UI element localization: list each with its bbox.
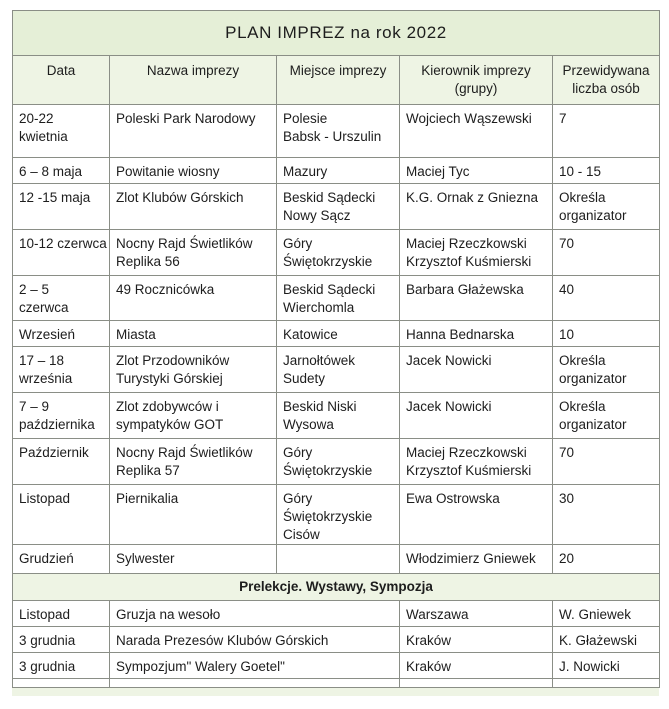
cell-line: 40 <box>559 282 575 297</box>
cell-miejsce <box>277 276 400 321</box>
cell-line: Góry <box>283 491 313 506</box>
cell-line: Replika 56 <box>116 254 180 269</box>
cell-nazwa <box>110 347 277 393</box>
table-row <box>13 393 660 439</box>
cell-line: 17 – 18 <box>19 353 65 368</box>
cell-nazwa <box>110 439 277 485</box>
cell-line: Jacek Nowicki <box>406 399 492 414</box>
page-title: PLAN IMPREZ na rok 2022 <box>13 11 660 56</box>
cell-line: września <box>19 371 73 386</box>
header-data: Data <box>13 56 110 105</box>
cell-line: organizator <box>559 417 627 432</box>
cell-line: 7 <box>559 111 567 126</box>
cell-miejsce <box>277 321 400 347</box>
table-row <box>13 485 660 545</box>
cell-kierownik <box>400 158 553 184</box>
cell-kierownik: W. Gniewek <box>553 601 660 627</box>
table-row <box>13 184 660 230</box>
cell-line: Ewa Ostrowska <box>406 491 500 506</box>
cell-line: Polesie <box>283 111 328 126</box>
table-row <box>13 601 660 627</box>
cell-line: Listopad <box>19 491 71 506</box>
cell-line: Nowy Sącz <box>283 208 351 223</box>
cell-line: Zlot Klubów Górskich <box>116 190 244 205</box>
cell-line: Beskid Sądecki <box>283 282 376 297</box>
cell-miejsce <box>277 230 400 276</box>
cell-nazwa <box>110 545 277 574</box>
cell-line: 70 <box>559 445 575 460</box>
cell-miejsce <box>277 393 400 439</box>
cell-line: Październik <box>19 445 89 460</box>
cell-line: kwietnia <box>19 129 68 144</box>
cell-nazwa <box>110 158 277 184</box>
cell-line: Krzysztof Kuśmierski <box>406 463 532 478</box>
events-table <box>12 10 660 688</box>
cell-miejsce <box>277 105 400 158</box>
cell-miejsce <box>277 347 400 393</box>
cell-line: Beskid Niski <box>283 399 357 414</box>
cell-data <box>13 105 110 158</box>
cell-line: 20 <box>559 551 575 566</box>
table-row <box>13 276 660 321</box>
cell-line: Maciej Tyc <box>406 164 470 179</box>
cell-liczba <box>553 439 660 485</box>
cell-data <box>13 485 110 545</box>
cell-line: Góry <box>283 445 313 460</box>
cell-liczba <box>553 347 660 393</box>
table-row <box>13 653 660 679</box>
cell-data <box>13 321 110 347</box>
cell-data: Listopad <box>13 601 110 627</box>
cell-line: K.G. Ornak z Gniezna <box>406 190 539 205</box>
cell-kierownik <box>400 276 553 321</box>
table-row <box>13 158 660 184</box>
cell-miejsce <box>277 158 400 184</box>
cell-nazwa: Narada Prezesów Klubów Górskich <box>110 627 400 653</box>
cell-line: 49 Rocznicówka <box>116 282 215 297</box>
cell-line: Nocny Rajd Świetlików <box>116 445 253 460</box>
cell-line: 10 - 15 <box>559 164 602 179</box>
table-row <box>13 627 660 653</box>
cell-liczba <box>553 158 660 184</box>
cell-line: Określa <box>559 399 606 414</box>
cell-miejsce: Kraków <box>400 653 553 679</box>
cell-kierownik <box>400 230 553 276</box>
table-row <box>13 230 660 276</box>
cell-kierownik <box>400 439 553 485</box>
section-title: Prelekcje. Wystawy, Sympozja <box>13 574 660 601</box>
cell-line: Maciej Rzeczkowski <box>406 445 527 460</box>
cell-line: organizator <box>559 208 627 223</box>
cell-data <box>13 184 110 230</box>
cell-nazwa <box>110 184 277 230</box>
lectures-body <box>13 601 660 679</box>
cell-line: Określa <box>559 353 606 368</box>
cell-data: 3 grudnia <box>13 627 110 653</box>
cell-data <box>13 230 110 276</box>
cell-line: Poleski Park Narodowy <box>116 111 256 126</box>
cell-nazwa: Gruzja na wesoło <box>110 601 400 627</box>
cell-miejsce: Warszawa <box>400 601 553 627</box>
cell-kierownik <box>400 321 553 347</box>
cell-line: Babsk - Urszulin <box>283 129 382 144</box>
cell-kierownik <box>400 347 553 393</box>
cell-line: 7 – 9 <box>19 399 50 414</box>
cell-line: Sylwester <box>116 551 175 566</box>
cell-liczba <box>553 321 660 347</box>
cell-miejsce: Kraków <box>400 627 553 653</box>
cell-line: 10 <box>559 327 575 342</box>
table-row <box>13 439 660 485</box>
cell-kierownik: K. Głażewski <box>553 627 660 653</box>
cell-nazwa <box>110 321 277 347</box>
cell-line: 20-22 <box>19 111 54 126</box>
cell-kierownik <box>400 393 553 439</box>
cell-nazwa <box>110 393 277 439</box>
cell-data <box>13 158 110 184</box>
cell-line: Beskid Sądecki <box>283 190 376 205</box>
cell-nazwa <box>110 276 277 321</box>
cell-line: Replika 57 <box>116 463 180 478</box>
header-miejsce: Miejsce imprezy <box>277 56 400 105</box>
cell-miejsce <box>277 184 400 230</box>
cell-line: Zlot Przodowników <box>116 353 230 368</box>
cell-line: Katowice <box>283 327 338 342</box>
table-row <box>13 321 660 347</box>
cell-data <box>13 545 110 574</box>
table-row <box>13 347 660 393</box>
header-row <box>13 56 660 105</box>
cell-line: Włodzimierz Gniewek <box>406 551 536 566</box>
cell-line: Wierchomla <box>283 300 355 315</box>
cell-data: 3 grudnia <box>13 653 110 679</box>
cell-kierownik: J. Nowicki <box>553 653 660 679</box>
cell-kierownik <box>400 184 553 230</box>
cell-line: Określa <box>559 190 606 205</box>
cell-line: 30 <box>559 491 575 506</box>
cell-line: organizator <box>559 371 627 386</box>
cell-line: Piernikalia <box>116 491 179 506</box>
cell-line: Powitanie wiosny <box>116 164 220 179</box>
cell-liczba <box>553 184 660 230</box>
cell-line: sympatyków GOT <box>116 417 224 432</box>
table-row <box>13 105 660 158</box>
cell-line: Turystyki Górskiej <box>116 371 223 386</box>
cell-liczba <box>553 485 660 545</box>
cell-line: 70 <box>559 236 575 251</box>
cell-line: Góry <box>283 236 313 251</box>
cell-nazwa: Sympozjum" Walery Goetel" <box>110 653 400 679</box>
header-liczba: Przewidywana liczba osób <box>553 56 660 105</box>
cell-line: Jarnołtówek <box>283 353 356 368</box>
cell-line: Sudety <box>283 371 326 386</box>
cell-line: Wrzesień <box>19 327 76 342</box>
events-body <box>13 105 660 574</box>
cell-line: Wysowa <box>283 417 334 432</box>
cell-liczba <box>553 230 660 276</box>
cell-line: 12 -15 maja <box>19 190 91 205</box>
cell-line: Świętokrzyskie <box>283 509 373 524</box>
cell-line: 6 – 8 maja <box>19 164 83 179</box>
cell-liczba <box>553 276 660 321</box>
cell-line: 2 – 5 <box>19 282 50 297</box>
cell-kierownik <box>400 485 553 545</box>
cell-data <box>13 276 110 321</box>
cell-nazwa <box>110 105 277 158</box>
cell-kierownik <box>400 105 553 158</box>
cell-line: Jacek Nowicki <box>406 353 492 368</box>
cell-kierownik <box>400 545 553 574</box>
cell-line: Wojciech Wąszewski <box>406 111 532 126</box>
cell-miejsce <box>277 545 400 574</box>
table-row <box>13 545 660 574</box>
cell-liczba <box>553 393 660 439</box>
cell-miejsce <box>277 439 400 485</box>
cell-line: Hanna Bednarska <box>406 327 515 342</box>
cell-line: października <box>19 417 95 432</box>
cell-line: Zlot zdobywców i <box>116 399 219 414</box>
cell-nazwa <box>110 230 277 276</box>
cell-line: Nocny Rajd Świetlików <box>116 236 253 251</box>
cell-data <box>13 393 110 439</box>
cell-line: Maciej Rzeczkowski <box>406 236 527 251</box>
cell-line: Miasta <box>116 327 156 342</box>
cell-line: Grudzień <box>19 551 74 566</box>
cell-line: Cisów <box>283 527 320 542</box>
cell-line: Świętokrzyskie <box>283 463 373 478</box>
cell-liczba <box>553 105 660 158</box>
cell-line: Krzysztof Kuśmierski <box>406 254 532 269</box>
cell-line: Barbara Głażewska <box>406 282 524 297</box>
cell-data <box>13 439 110 485</box>
cell-data <box>13 347 110 393</box>
cell-line: czerwca <box>19 300 69 315</box>
cell-line: Mazury <box>283 164 328 179</box>
cell-line: 10-12 czerwca <box>19 236 107 251</box>
cell-line: Świętokrzyskie <box>283 254 373 269</box>
header-nazwa: Nazwa imprezy <box>110 56 277 105</box>
header-kierownik: Kierownik imprezy (grupy) <box>400 56 553 105</box>
cell-miejsce <box>277 485 400 545</box>
cell-nazwa <box>110 485 277 545</box>
cell-liczba <box>553 545 660 574</box>
